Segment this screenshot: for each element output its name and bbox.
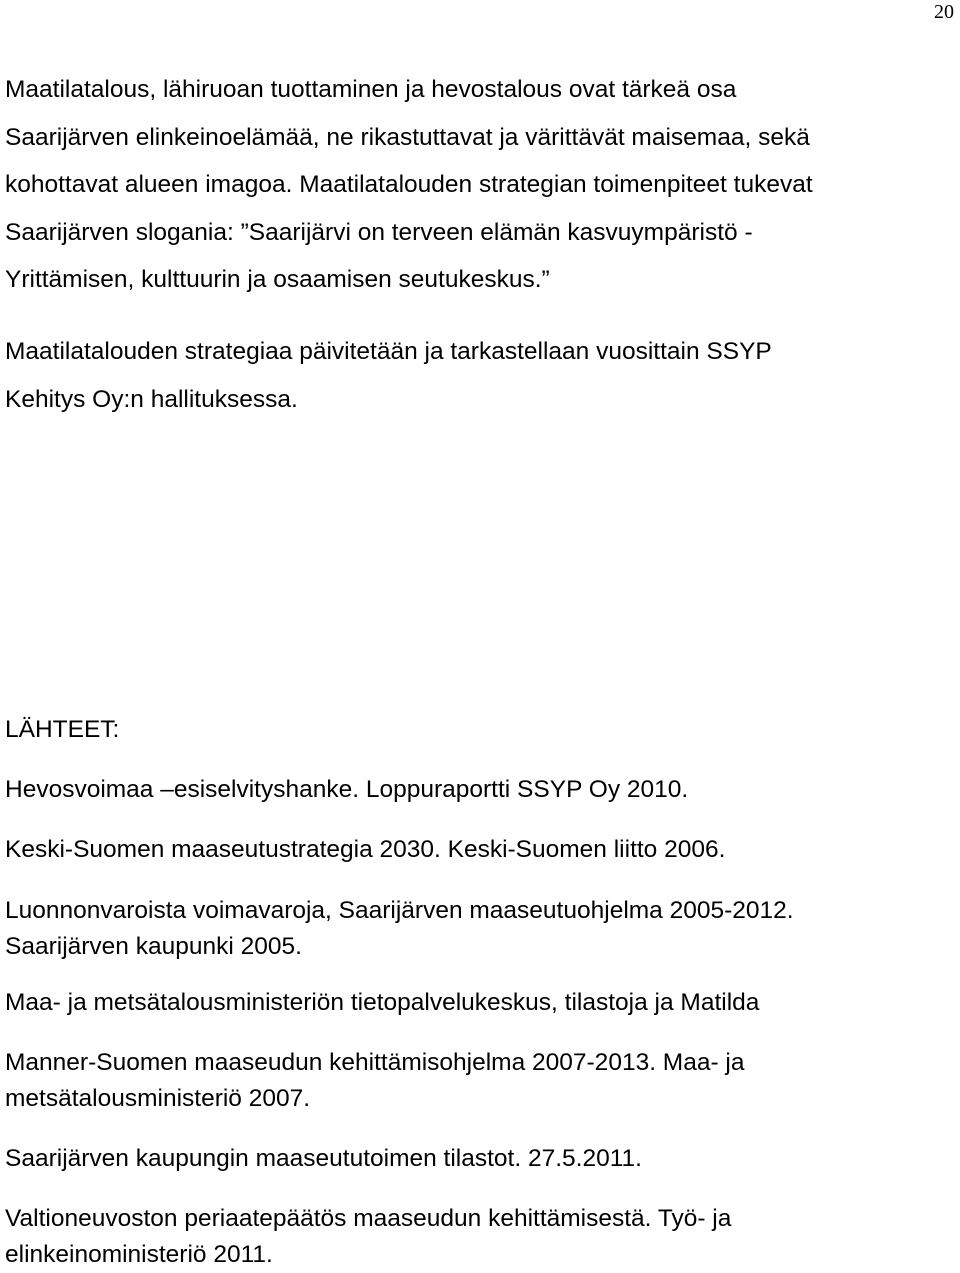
references-heading: LÄHTEET:: [5, 716, 120, 743]
reference-item: [5, 1141, 642, 1177]
body-paragraph-intro: [5, 66, 813, 304]
text-line: Luonnonvaroista voimavaroja, Saarijärven maaseutuohjelma 2005-2012.: [5, 897, 794, 924]
reference-item: [5, 985, 759, 1021]
text-line: Maatilatalouden strategiaa päivitetään ja tarkastellaan vuosittain SSYP: [5, 338, 772, 365]
text-line: elinkeinoministeriö 2011.: [5, 1241, 273, 1268]
reference-item: [5, 893, 794, 965]
text-line: Saarijärven elinkeinoelämää, ne rikastuttavat ja värittävät maisemaa, sekä: [5, 123, 810, 151]
text-line: Valtioneuvoston periaatepäätös maaseudun kehittämisestä. Työ- ja: [5, 1205, 732, 1232]
text-line: metsätalousministeriö 2007.: [5, 1085, 311, 1112]
text-line: Saarijärven kaupunki 2005.: [5, 933, 302, 960]
text-line: Kehitys Oy:n hallituksessa.: [5, 385, 298, 413]
reference-item: [5, 1045, 745, 1117]
reference-item: [5, 826, 725, 874]
text-line: Hevosvoimaa –esiselvityshanke. Loppuraportti SSYP Oy 2010.: [5, 776, 689, 803]
text-line: Manner-Suomen maaseudun kehittämisohjelma 2007-2013. Maa- ja: [5, 1049, 745, 1076]
reference-item: [5, 1201, 731, 1273]
text-line: Maatilatalous, lähiruoan tuottaminen ja hevostalous ovat tärkeä osa: [5, 76, 737, 103]
text-line: kohottavat alueen imagoa. Maatilatalouden strategian toimenpiteet tukevat: [5, 171, 813, 198]
reference-item: [5, 766, 688, 814]
text-line: Saarijärven kaupungin maaseututoimen tilastot. 27.5.2011.: [5, 1145, 642, 1172]
text-line: Yrittämisen, kulttuurin ja osaamisen seutukeskus.”: [5, 266, 550, 293]
text-line: Saarijärven slogania: ”Saarijärvi on terveen elämän kasvuympäristö -: [5, 218, 753, 246]
body-paragraph-strategy-update: [5, 328, 772, 423]
text-line: Keski-Suomen maaseutustrategia 2030. Keski-Suomen liitto 2006.: [5, 836, 726, 863]
text-line: Maa- ja metsätalousministeriön tietopalvelukeskus, tilastoja ja Matilda: [5, 989, 760, 1016]
page-number: 20: [934, 1, 954, 23]
